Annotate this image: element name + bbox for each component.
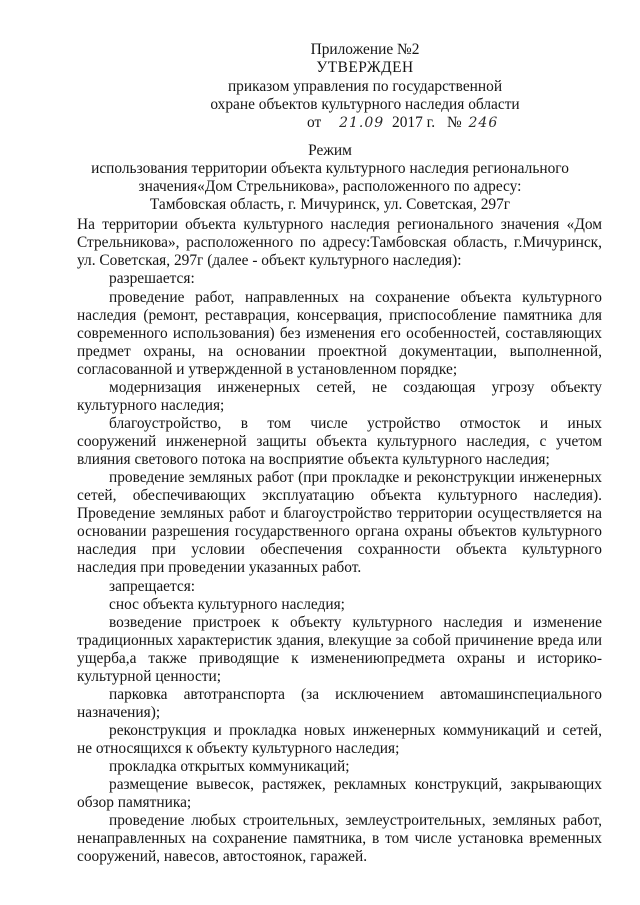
body-line: обзор памятника; [77, 794, 192, 811]
body-line: На территории объекта культурного наследия регионального значения «Дом [77, 216, 602, 233]
date-prefix: от [307, 114, 322, 131]
body-line: размещение вывесок, растяжек, рекламных конструкций, закрывающих [109, 776, 602, 793]
body-line: предмет охраны, на основании проектной документации, выполненной, [77, 343, 602, 360]
approved-label: УТВЕРЖДЕН [316, 59, 414, 76]
body-line: парковка автотранспорта (за исключением автомашинспециального [109, 686, 602, 703]
body-line: современного использования) без изменения его особенностей, составляющих [77, 325, 602, 342]
order-line-2: охране объектов культурного наследия области [210, 96, 520, 113]
body-line: наследия при условии обеспечения сохранности объекта культурного [77, 541, 602, 558]
body-line: возведение пристроек к объекту культурного наследия и изменение [109, 614, 602, 631]
section-label-forbidden: запрещается: [109, 578, 196, 595]
body-line: реконструкция и прокладка новых инженерных коммуникаций и сетей, [109, 722, 602, 739]
order-date-line [307, 115, 498, 130]
number-sign: № [446, 114, 462, 131]
doc-title: Режим [308, 142, 352, 159]
order-line-1: приказом управления по государственной [227, 78, 503, 95]
body-line: основании разрешения государственного органа охраны объектов культурного [77, 523, 602, 540]
title-line-2: значения«Дом Стрельникова», расположенного по адресу: [138, 178, 522, 195]
date-year: 2017 г. [392, 114, 436, 131]
title-line-1: использования территории объекта культурного наследия регионального [91, 160, 569, 177]
body-line: Проведение земляных работ и благоустройство территории осуществляется на [77, 505, 602, 522]
body-line: прокладка открытых коммуникаций; [109, 758, 350, 775]
body-line: проведение земляных работ (при прокладке и реконструкции инженерных [109, 469, 602, 486]
body-line: традиционных характеристик здания, влекущие за собой причинение вреда или [77, 632, 602, 649]
body-line: наследия при проведении указанных работ. [77, 559, 362, 576]
body-line: не относящихся к объекту культурного наследия; [77, 740, 400, 757]
body-line: влияния светового потока на восприятие объекта культурного наследия; [77, 451, 550, 468]
section-label-allowed: разрешается: [109, 270, 195, 287]
body-line: ущерба,а также приводящие к изменениюпредмета охраны и историко- [77, 650, 602, 667]
body-line: культурной ценности; [77, 668, 222, 685]
body-line: сооружений инженерной защиты объекта культурного наследия, с учетом [77, 433, 602, 450]
handwritten-number: 246 [468, 115, 499, 131]
body-line: проведение любых строительных, землеустроительных, земляных работ, [109, 812, 602, 829]
body-line: благоустройство, в том числе устройство отмосток и иных [109, 415, 602, 432]
body-line: сооружений, навесов, автостоянок, гаражей. [77, 848, 368, 865]
body-line: ненаправленных на сохранение памятника, в том числе установка временных [77, 830, 602, 847]
title-line-3: Тамбовская область, г. Мичуринск, ул. Советская, 297г [149, 196, 511, 213]
body-line: модернизация инженерных сетей, не создающая угрозу объекту [109, 379, 602, 396]
body-line: Стрельникова», расположенного по адресу:Тамбовская область, г.Мичуринск, [77, 234, 602, 251]
handwritten-date: 21.09 [339, 115, 385, 131]
body-line: проведение работ, направленных на сохранение объекта культурного [109, 289, 602, 306]
body-line: ул. Советская, 297г (далее - объект культурного наследия): [77, 252, 462, 269]
body-line: снос объекта культурного наследия; [109, 596, 345, 613]
body-line: назначения); [77, 704, 161, 721]
appendix-label: Приложение №2 [310, 41, 420, 58]
body-line: сетей, обеспечивающих эксплуатацию объекта культурного наследия). [77, 487, 602, 504]
body-line: культурного наследия; [77, 397, 225, 414]
body-line: согласованной и утвержденной в установленном порядке; [77, 361, 458, 378]
body-line: наследия (ремонт, реставрация, консервация, приспособление памятника для [77, 307, 602, 324]
